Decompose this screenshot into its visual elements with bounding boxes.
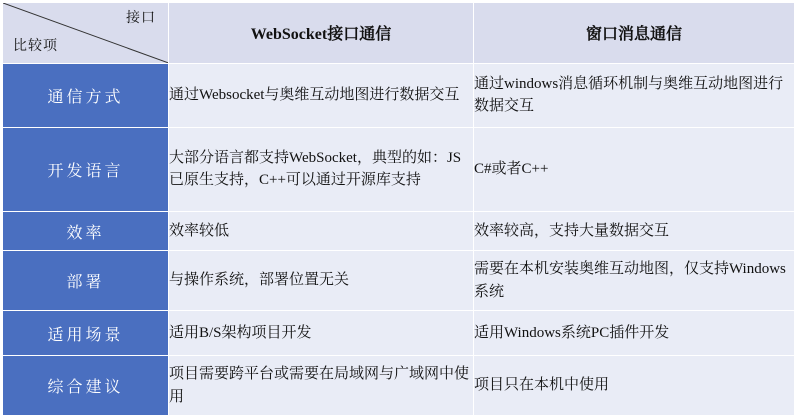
row-label-deployment: 部署 [3,251,169,311]
comparison-table [2,2,795,416]
row-label-efficiency: 效率 [3,212,169,251]
table-row [3,310,795,355]
table-header-row [3,3,795,64]
corner-header-cell [3,3,169,64]
cell-communication-mode-window: 通过windows消息循环机制与奥维互动地图进行数据交互 [474,63,795,127]
table-row [3,127,795,211]
cell-efficiency-window: 效率较高，支持大量数据交互 [474,212,795,251]
row-label-use-case: 适用场景 [3,310,169,355]
cell-development-language-window: C#或者C++ [474,127,795,211]
corner-column-label: 接口 [126,11,156,26]
cell-recommendation-window: 项目只在本机中使用 [474,356,795,416]
row-label-communication-mode: 通信方式 [3,63,169,127]
cell-communication-mode-websocket: 通过Websocket与奥维互动地图进行数据交互 [169,63,474,127]
row-label-development-language: 开发语言 [3,127,169,211]
cell-deployment-websocket: 与操作系统，部署位置无关 [169,251,474,311]
table-row [3,212,795,251]
column-header-websocket: WebSocket接口通信 [169,3,474,64]
table-row [3,63,795,127]
row-label-recommendation: 综合建议 [3,356,169,416]
corner-row-label: 比较项 [13,38,58,54]
cell-deployment-window: 需要在本机安装奥维互动地图，仅支持Windows系统 [474,251,795,311]
table-row [3,356,795,416]
table-row [3,251,795,311]
cell-efficiency-websocket: 效率较低 [169,212,474,251]
column-header-window: 窗口消息通信 [474,3,795,64]
cell-use-case-window: 适用Windows系统PC插件开发 [474,310,795,355]
cell-use-case-websocket: 适用B/S架构项目开发 [169,310,474,355]
cell-recommendation-websocket: 项目需要跨平台或需要在局域网与广域网中使用 [169,356,474,416]
cell-development-language-websocket: 大部分语言都支持WebSocket，典型的如：JS已原生支持，C++可以通过开源库支持 [169,127,474,211]
